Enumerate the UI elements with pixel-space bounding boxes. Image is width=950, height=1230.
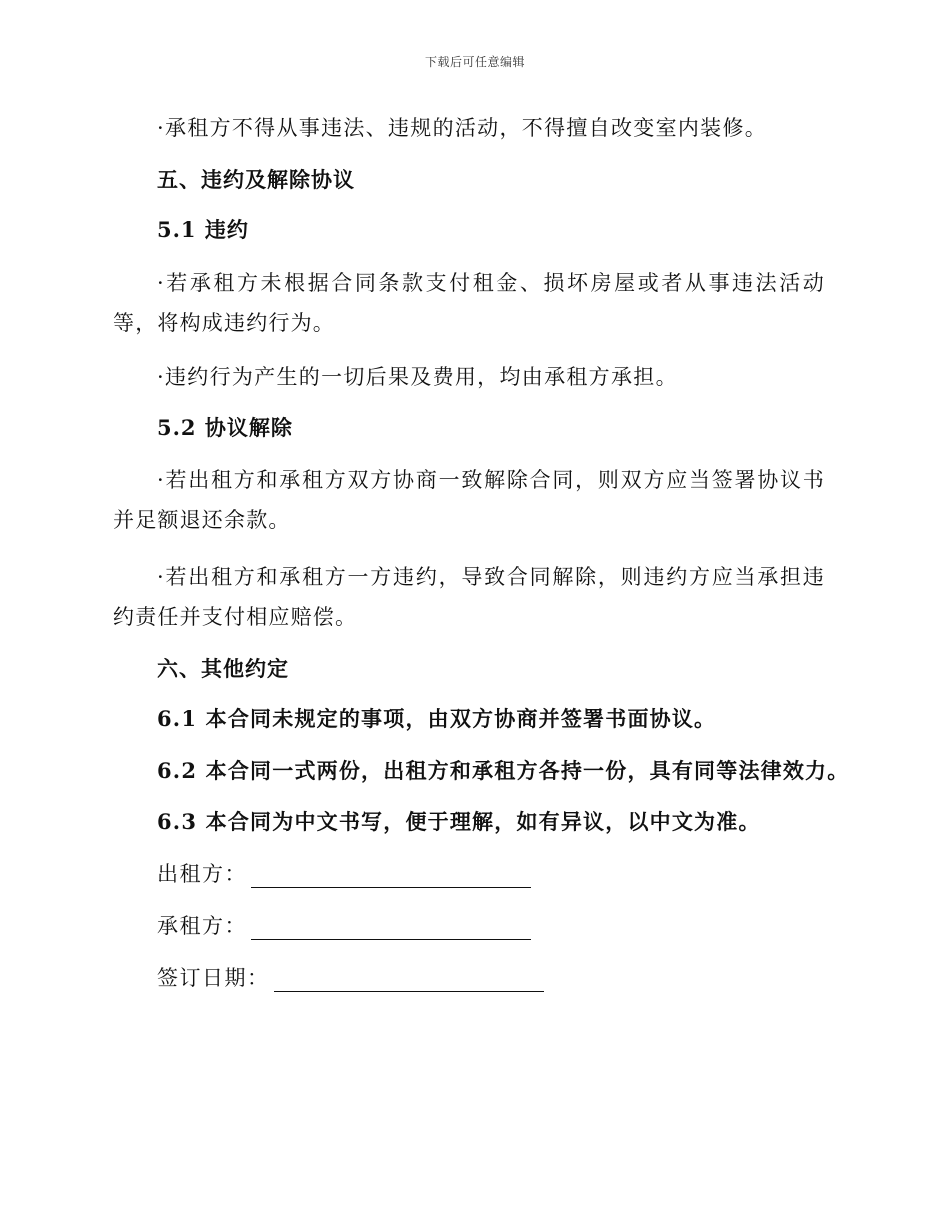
- clause-6-1: 6.1 本合同未规定的事项，由双方协商并签署书面协议。: [157, 706, 717, 731]
- section-5-heading: 五、违约及解除协议: [157, 167, 355, 192]
- lessor-signature-blank[interactable]: [251, 863, 531, 888]
- lessee-signature-blank[interactable]: [251, 915, 531, 940]
- lessor-signature-line: [157, 860, 950, 888]
- clause-breach-definition: ·若承租方未根据合同条款支付租金、损坏房屋或者从事违法活动等，将构成违约行为。: [113, 271, 825, 335]
- signing-date-blank[interactable]: [274, 967, 544, 992]
- page-header: 下载后可任意编辑: [424, 55, 525, 69]
- clause-breach-consequences: ·违约行为产生的一切后果及费用，均由承租方承担。: [157, 365, 678, 389]
- clause-mutual-termination: ·若出租方和承租方双方协商一致解除合同，则双方应当签署协议书并足额退还余款。: [113, 468, 825, 532]
- signing-date-label: 签订日期：: [157, 966, 270, 990]
- clause-6-2: 6.2 本合同一式两份，出租方和承租方各持一份，具有同等法律效力。: [157, 758, 850, 783]
- lessee-signature-line: [157, 912, 950, 940]
- lessee-label: 承租方：: [157, 914, 247, 938]
- clause-6-3: 6.3 本合同为中文书写，便于理解，如有异议，以中文为准。: [157, 809, 761, 834]
- lessor-label: 出租方：: [157, 862, 247, 886]
- clause-breach-termination: ·若出租方和承租方一方违约，导致合同解除，则违约方应当承担违约责任并支付相应赔偿。: [113, 565, 825, 629]
- section-5-1-heading: 5.1 违约: [157, 217, 249, 242]
- signing-date-line: [157, 964, 950, 992]
- clause-no-illegal-activity: ·承租方不得从事违法、违规的活动，不得擅自改变室内装修。: [157, 116, 768, 140]
- section-5-2-heading: 5.2 协议解除: [157, 415, 293, 440]
- section-6-heading: 六、其他约定: [157, 656, 289, 681]
